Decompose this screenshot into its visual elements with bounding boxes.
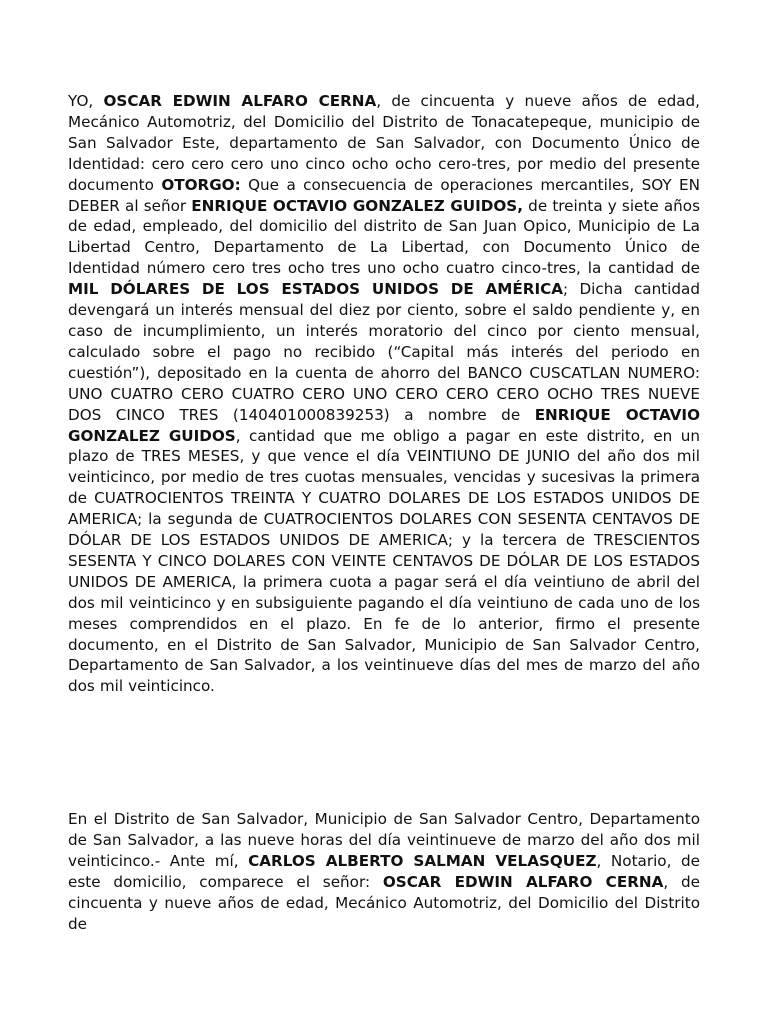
- creditor-name: ENRIQUE OCTAVIO GONZALEZ GUIDOS,: [191, 196, 524, 215]
- amount-text: MIL DÓLARES DE LOS ESTADOS UNIDOS DE AMÉRICA: [68, 280, 564, 299]
- appearing-party-name: OSCAR EDWIN ALFARO CERNA: [382, 872, 664, 891]
- text-run: de treinta y siete años de edad, empleado, del domicilio del distrito de San Juan Opico, Municipio de La Libertad Centro, Departamento de La Libertad, con Documento Único de Identidad número cero tres ocho tres uno ocho cuatro cinco-tres, la cantidad de: [68, 196, 700, 278]
- text-run: , cantidad que me obligo a pagar en este distrito, en un plazo de TRES MESES, y que vence el día VEINTIUNO DE JUNIO del año dos mil veinticinco, por medio de tres cuotas mensuales, vencidas y sucesivas la primera de CUATROCIENTOS TREINTA Y CUATRO DOLARES DE LOS ESTADOS UNIDOS DE AMERICA; la segunda de CUATROCIENTOS DOLARES CON SESENTA CENTAVOS DE DÓLAR DE LOS ESTADOS UNIDOS DE AMERICA; y la tercera de TRESCIENTOS SESENTA Y CINCO DOLARES CON VEINTE CENTAVOS DE DÓLAR DE LOS ESTADOS UNIDOS DE AMERICA, la primera cuota a pagar será el día veintiuno de abril del dos mil veinticinco y en subsiguiente pagando el día veintiuno de cada uno de los meses comprendidos en el plazo. En fe de lo anterior, firmo el presente documento, en el Distrito de San Salvador, Municipio de San Salvador Centro, Departamento de San Salvador, a los veintinueve días del mes de marzo del año dos mil veinticinco.: [68, 426, 701, 696]
- text-run: , de cincuenta y nueve años de edad, Mecánico Automotriz, del Domicilio del Distrito de: [68, 872, 701, 933]
- debtor-name: OSCAR EDWIN ALFARO CERNA: [103, 92, 377, 110]
- text-run: Que a consecuencia de operaciones mercantiles, SOY EN DEBER al señor: [68, 175, 700, 215]
- notary-paragraph: [68, 809, 700, 934]
- promissory-note-paragraph: [68, 91, 700, 697]
- text-run: , Notario, de este domicilio, comparece el señor:: [68, 851, 700, 891]
- notary-name: CARLOS ALBERTO SALMAN VELASQUEZ: [248, 851, 597, 870]
- otorgo-keyword: OTORGO:: [161, 175, 241, 194]
- text-run: En el Distrito de San Salvador, Municipio de San Salvador Centro, Departamento de San Salvador, a las nueve horas del día veintinueve de marzo del año dos mil veinticinco.- Ante mí,: [68, 810, 700, 870]
- text-run: ; Dicha cantidad devengará un interés mensual del diez por ciento, sobre el saldo pendiente y, en caso de incumplimiento, un interés moratorio del cinco por ciento mensual, calculado sobre el pago no recibido (“Capital más interés del periodo en cuestión”), depositado en la cuenta de ahorro del BANCO CUSCATLAN NUMERO: UNO CUATRO CERO CUATRO CERO UNO CERO CERO CERO OCHO TRES NUEVE DOS CINCO TRES (140401000839253) a nombre de: [68, 280, 700, 424]
- text-run: , de cincuenta y nueve años de edad, Mecánico Automotriz, del Domicilio del Distrito de Tonacatepeque, municipio de San Salvador Este, departamento de San Salvador, con Documento Único de Identidad: cero cero cero uno cinco ocho ocho cero-tres, por medio del presente documento: [68, 92, 700, 194]
- account-holder-name: ENRIQUE OCTAVIO GONZALEZ GUIDOS: [68, 405, 700, 445]
- text-run: YO,: [68, 92, 104, 110]
